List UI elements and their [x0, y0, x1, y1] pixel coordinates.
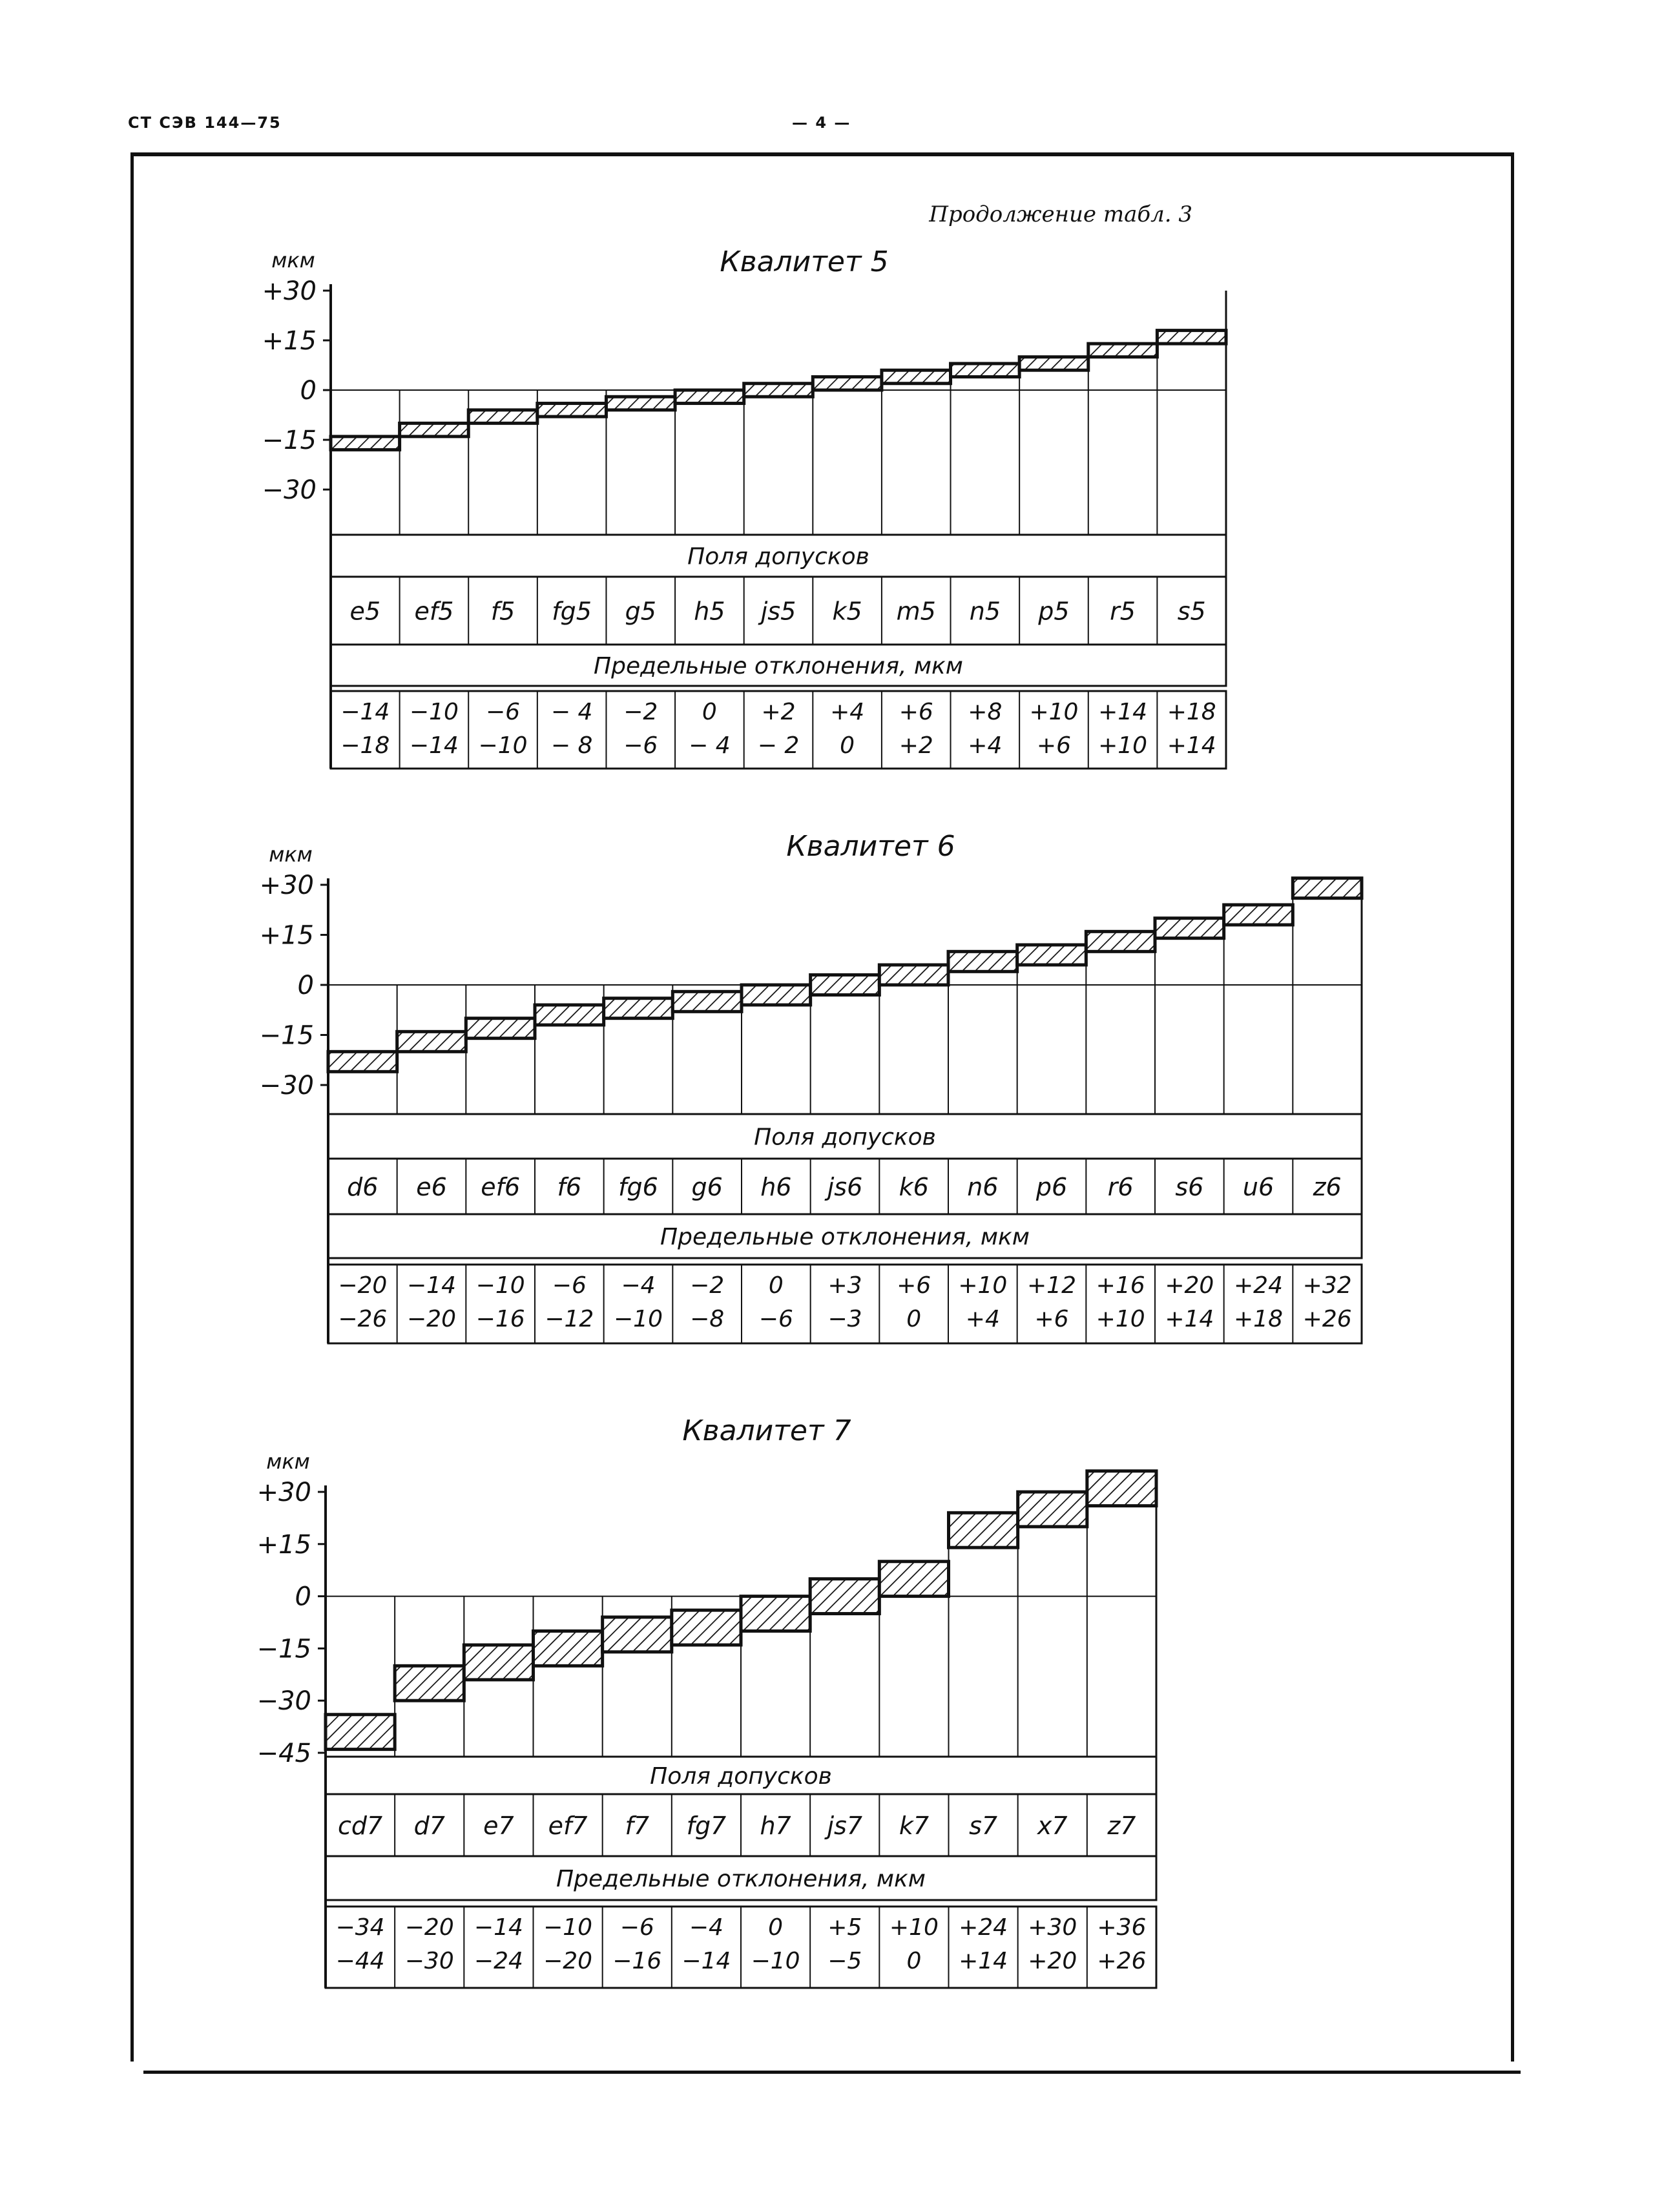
upper-deviation-label: 0 [702, 699, 717, 725]
category-label: ef5 [414, 597, 454, 626]
lower-deviation-label: +6 [1036, 732, 1072, 759]
category-label: ef6 [481, 1173, 521, 1201]
y-tick-label: +30 [256, 1478, 311, 1507]
chart-title: Квалитет 7 [682, 1414, 851, 1447]
tolerance-bar-m5 [882, 370, 951, 384]
tolerance-bar-f7 [603, 1617, 672, 1652]
category-label: e5 [349, 597, 381, 626]
y-tick-label: +15 [259, 920, 314, 951]
tolerance-bar-z6 [1293, 878, 1362, 898]
lower-deviation-label: −44 [335, 1948, 385, 1974]
tolerance-bar-s6 [1155, 918, 1224, 938]
lower-deviation-label: −20 [407, 1306, 456, 1332]
upper-deviation-label: −10 [409, 699, 459, 725]
tolerance-bar-s7 [949, 1513, 1018, 1547]
tolerance-bar-x7 [1018, 1492, 1087, 1527]
lower-deviation-label: +18 [1234, 1306, 1283, 1332]
lower-deviation-label: −6 [623, 732, 658, 759]
upper-deviation-label: +32 [1302, 1272, 1352, 1299]
upper-deviation-label: +14 [1098, 699, 1148, 725]
upper-deviation-label: −6 [485, 699, 521, 725]
category-label: fg5 [552, 597, 592, 626]
y-tick-label: −45 [256, 1739, 311, 1768]
page-number: — 4 — [792, 114, 851, 132]
tolerance-bar-r5 [1088, 344, 1158, 357]
tolerance-bar-ef5 [400, 423, 469, 437]
upper-deviation-label: − 4 [550, 699, 593, 725]
category-label: e7 [483, 1812, 514, 1840]
upper-deviation-label: −14 [340, 699, 390, 725]
chart-grade-6 [0, 794, 1664, 1376]
tolerance-bar-k6 [879, 965, 948, 985]
category-label: f7 [625, 1812, 650, 1840]
category-label: s5 [1177, 597, 1206, 626]
lower-deviation-label: 0 [840, 732, 855, 759]
lower-deviation-label: 0 [906, 1948, 922, 1974]
category-label: n5 [969, 597, 1001, 626]
chart-grade-7 [0, 1376, 1664, 2021]
lower-deviation-label: −16 [475, 1306, 525, 1332]
tolerance-bar-r6 [1086, 931, 1155, 951]
lower-deviation-label: +20 [1028, 1948, 1077, 1974]
lower-deviation-label: +26 [1302, 1306, 1352, 1332]
lower-deviation-label: −30 [404, 1948, 454, 1974]
y-axis-unit: мкм [271, 248, 315, 273]
category-label: e6 [416, 1173, 447, 1201]
tolerance-bar-k7 [879, 1562, 948, 1597]
category-label: z6 [1313, 1173, 1342, 1201]
category-label: h5 [694, 597, 725, 626]
lower-deviation-label: −12 [545, 1306, 594, 1332]
y-tick-label: −30 [256, 1686, 311, 1717]
y-tick-label: +30 [262, 276, 317, 306]
y-axis-unit: мкм [266, 1449, 310, 1474]
lower-deviation-label: −5 [827, 1948, 862, 1974]
category-label: fg7 [686, 1812, 727, 1840]
upper-deviation-label: +8 [968, 699, 1003, 725]
upper-deviation-label: +16 [1096, 1272, 1145, 1299]
lower-deviation-label: +14 [1167, 732, 1216, 759]
upper-deviation-label: +30 [1028, 1914, 1077, 1941]
tolerance-bar-fg6 [604, 998, 673, 1018]
tolerance-bar-d6 [328, 1051, 397, 1071]
fields-label: Поля допусков [687, 543, 869, 570]
tolerance-bar-js7 [810, 1579, 879, 1614]
chart-title: Квалитет 6 [786, 830, 955, 863]
category-label: k5 [832, 597, 862, 626]
lower-deviation-label: +6 [1034, 1306, 1069, 1332]
lower-deviation-label: −14 [409, 732, 459, 759]
upper-deviation-label: +20 [1165, 1272, 1214, 1299]
tolerance-bar-f5 [468, 410, 537, 424]
category-label: d6 [347, 1173, 379, 1201]
y-tick-label: +15 [262, 326, 317, 356]
category-label: d7 [413, 1812, 445, 1840]
upper-deviation-label: 0 [768, 1272, 784, 1299]
upper-deviation-label: +2 [761, 699, 796, 725]
tolerance-bar-h7 [741, 1597, 810, 1631]
y-tick-label: −15 [256, 1634, 311, 1664]
fields-label: Поля допусков [650, 1763, 832, 1790]
tolerance-bar-js5 [744, 384, 813, 397]
upper-deviation-label: +5 [827, 1914, 862, 1941]
category-label: h6 [760, 1173, 792, 1201]
chart-grade-5 [0, 0, 1664, 794]
lower-deviation-label: +14 [959, 1948, 1008, 1974]
upper-deviation-label: −10 [475, 1272, 525, 1299]
deviations-label: Предельные отклонения, мкм [594, 653, 963, 679]
upper-deviation-label: +6 [897, 1272, 931, 1299]
y-axis-unit: мкм [269, 842, 313, 867]
upper-deviation-label: +3 [827, 1272, 862, 1299]
tolerance-bar-h5 [675, 390, 744, 404]
document-code: СТ СЭВ 144—75 [128, 114, 282, 132]
tolerance-bar-cd7 [326, 1715, 395, 1750]
lower-deviation-label: +14 [1165, 1306, 1214, 1332]
tolerance-bar-ef7 [534, 1631, 603, 1666]
upper-deviation-label: −20 [338, 1272, 388, 1299]
category-label: ef7 [548, 1812, 588, 1840]
upper-deviation-label: +10 [889, 1914, 939, 1941]
upper-deviation-label: +18 [1167, 699, 1216, 725]
upper-deviation-label: −14 [407, 1272, 456, 1299]
category-label: x7 [1037, 1812, 1068, 1840]
tolerance-bar-ef6 [466, 1018, 535, 1039]
upper-deviation-label: −4 [689, 1914, 723, 1941]
category-label: s6 [1175, 1173, 1204, 1201]
category-label: js7 [827, 1812, 863, 1840]
lower-deviation-label: +2 [899, 732, 933, 759]
y-tick-label: 0 [297, 971, 314, 1000]
tolerance-bar-e6 [397, 1031, 466, 1051]
lower-deviation-label: −24 [473, 1948, 523, 1974]
upper-deviation-label: +4 [830, 699, 865, 725]
category-label: k7 [899, 1812, 930, 1840]
lower-deviation-label: − 8 [550, 732, 593, 759]
category-label: js6 [827, 1173, 863, 1201]
tolerance-bar-h6 [742, 985, 811, 1005]
tolerance-bar-u6 [1224, 905, 1293, 925]
y-tick-label: −15 [262, 426, 317, 455]
category-label: r5 [1110, 597, 1136, 626]
upper-deviation-label: −34 [335, 1914, 385, 1941]
lower-deviation-label: − 4 [689, 732, 731, 759]
lower-deviation-label: − 2 [757, 732, 800, 759]
continuation-note: Продолжение табл. 3 [929, 202, 1192, 227]
upper-deviation-label: −6 [552, 1272, 587, 1299]
upper-deviation-label: +12 [1027, 1272, 1076, 1299]
lower-deviation-label: −16 [612, 1948, 662, 1974]
lower-deviation-label: −26 [338, 1306, 388, 1332]
lower-deviation-label: +10 [1098, 732, 1148, 759]
category-label: m5 [896, 597, 936, 626]
category-label: n6 [967, 1173, 999, 1201]
category-label: p6 [1035, 1173, 1068, 1201]
tolerance-bar-js6 [811, 975, 880, 995]
tolerance-bar-n6 [948, 951, 1017, 971]
category-label: cd7 [337, 1812, 383, 1840]
y-tick-label: −15 [259, 1020, 314, 1051]
tolerance-bar-z7 [1087, 1471, 1156, 1506]
category-label: s7 [969, 1812, 998, 1840]
category-label: r6 [1107, 1173, 1134, 1201]
lower-deviation-label: +4 [968, 732, 1003, 759]
upper-deviation-label: −10 [543, 1914, 593, 1941]
upper-deviation-label: −6 [619, 1914, 654, 1941]
y-tick-label: −30 [259, 1071, 314, 1101]
upper-deviation-label: +36 [1097, 1914, 1147, 1941]
category-label: g5 [625, 597, 656, 626]
upper-deviation-label: +10 [1029, 699, 1079, 725]
category-label: u6 [1242, 1173, 1274, 1201]
lower-deviation-label: −20 [543, 1948, 593, 1974]
category-label: fg6 [618, 1173, 658, 1201]
chart-title: Квалитет 5 [720, 245, 889, 278]
tolerance-bar-g6 [672, 991, 742, 1011]
chart-svg [0, 0, 1664, 794]
lower-deviation-label: +10 [1096, 1306, 1145, 1332]
y-tick-label: 0 [295, 1582, 311, 1612]
lower-deviation-label: −3 [827, 1306, 862, 1332]
lower-deviation-label: −6 [758, 1306, 793, 1332]
category-label: js5 [760, 597, 796, 626]
deviations-label: Предельные отклонения, мкм [556, 1866, 926, 1892]
deviations-label: Предельные отклонения, мкм [660, 1224, 1030, 1250]
upper-deviation-label: +10 [958, 1272, 1008, 1299]
tolerance-bar-g5 [606, 397, 675, 410]
tolerance-bar-f6 [535, 1005, 604, 1025]
lower-deviation-label: −14 [681, 1948, 731, 1974]
tolerance-bar-s5 [1157, 331, 1226, 344]
tolerance-bar-n5 [951, 364, 1020, 377]
upper-deviation-label: 0 [768, 1914, 784, 1941]
lower-deviation-label: −10 [478, 732, 528, 759]
lower-deviation-label: −10 [751, 1948, 800, 1974]
upper-deviation-label: +6 [899, 699, 933, 725]
lower-deviation-label: −18 [340, 732, 390, 759]
tolerance-bar-fg7 [672, 1610, 741, 1645]
category-label: z7 [1107, 1812, 1136, 1840]
tolerance-bar-d7 [395, 1666, 464, 1700]
lower-deviation-label: +4 [965, 1306, 1000, 1332]
lower-deviation-label: −10 [614, 1306, 663, 1332]
category-label: f5 [490, 597, 515, 626]
category-label: f6 [557, 1173, 582, 1201]
y-tick-label: 0 [300, 376, 317, 406]
upper-deviation-label: +24 [959, 1914, 1008, 1941]
chart-svg [0, 1376, 1664, 2021]
y-tick-label: −30 [262, 475, 317, 505]
category-label: g6 [691, 1173, 723, 1201]
tolerance-bar-p5 [1019, 357, 1088, 371]
tolerance-bar-fg5 [537, 404, 607, 417]
upper-deviation-label: −2 [623, 699, 658, 725]
lower-deviation-label: −8 [690, 1306, 725, 1332]
bottom-rule [143, 2071, 1521, 2074]
upper-deviation-label: −2 [690, 1272, 725, 1299]
y-tick-label: +30 [259, 871, 314, 900]
tolerance-bar-p6 [1017, 945, 1087, 965]
lower-deviation-label: 0 [906, 1306, 922, 1332]
fields-label: Поля допусков [754, 1124, 936, 1151]
tolerance-bar-e5 [331, 437, 400, 450]
lower-deviation-label: +26 [1097, 1948, 1147, 1974]
y-tick-label: +15 [256, 1529, 311, 1560]
tolerance-bar-k5 [813, 377, 882, 390]
upper-deviation-label: −4 [621, 1272, 656, 1299]
category-label: h7 [760, 1812, 791, 1840]
chart-svg [0, 794, 1664, 1376]
upper-deviation-label: +24 [1234, 1272, 1283, 1299]
category-label: k6 [899, 1173, 929, 1201]
upper-deviation-label: −14 [473, 1914, 523, 1941]
upper-deviation-label: −20 [404, 1914, 454, 1941]
category-label: p5 [1038, 597, 1070, 626]
tolerance-bar-e7 [464, 1645, 533, 1680]
